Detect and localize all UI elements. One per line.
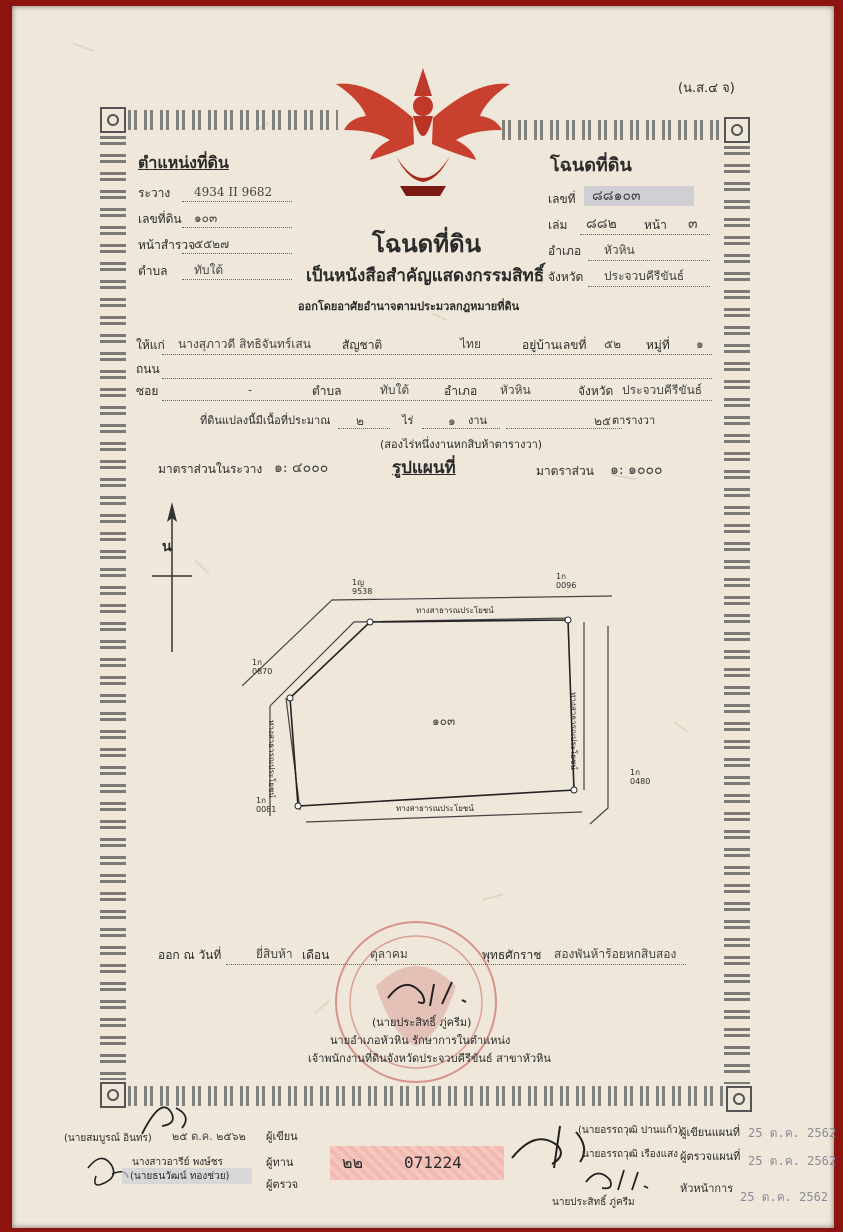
marker-label: 1ก 0096 [556, 572, 577, 590]
addr-district-label: อำเภอ [444, 384, 478, 398]
area-in-words: (สองไร่หนึ่งงานหกสิบห้าตารางวา) [380, 438, 543, 451]
nationality-label: สัญชาติ [342, 338, 383, 352]
stamp-date: 25 ต.ค. 2562 [748, 1154, 837, 1168]
parcel-no-label: เลขที่ดิน [138, 212, 182, 226]
border-corner-ornament [100, 107, 126, 133]
page-label: หน้า [644, 218, 667, 232]
border-left [100, 136, 126, 1080]
marker-label: 1ก 0870 [252, 658, 273, 676]
chief-name: นายประสิทธิ์ ภู่ครีม [552, 1197, 635, 1208]
map-checker-name: นายอรรถวุฒิ เรืองแสง [582, 1149, 679, 1160]
issued-day: ยี่สิบห้า [256, 947, 293, 961]
area-wa-value: ๒๕ [594, 414, 611, 428]
owner-name: นางสุภาวดี สิทธิจันทร์เสน [178, 337, 311, 351]
area-ngan-value: ๑ [448, 414, 456, 428]
dotted-line [580, 234, 710, 235]
issued-month: ตุลาคม [370, 947, 408, 961]
road-label-top: ทางสาธารณประโยชน์ [416, 606, 494, 615]
issued-year-label: พุทธศักราช [482, 948, 542, 962]
dotted-line [506, 428, 622, 429]
dotted-line [162, 400, 712, 401]
parcel-number: ๑๐๓ [432, 714, 456, 728]
chief-role: หัวหน้าการ [680, 1182, 734, 1195]
area-wa-unit: ตารางวา [612, 414, 656, 427]
border-corner-ornament [724, 117, 750, 143]
issued-year: สองพันห้าร้อยหกสิบสอง [554, 947, 677, 961]
book-label: เล่ม [548, 218, 568, 232]
dotted-line [588, 260, 710, 261]
book-value: ๘๘๒ [586, 216, 617, 232]
plan-scale-value: ๑: ๑๐๐๐ [610, 462, 663, 478]
paper-fiber [314, 1000, 331, 1014]
plan-title: รูปแผนที่ [392, 458, 456, 478]
province-label: จังหวัด [548, 270, 584, 284]
stamp-date: 25 ต.ค. 2562 [748, 1126, 837, 1140]
deed-no-value: ๘๘๑๐๓ [592, 188, 641, 204]
dotted-line [182, 253, 292, 254]
writer-date: ๒๕ ต.ค. ๒๕๖๒ [172, 1130, 246, 1143]
area-ngan-unit: งาน [468, 414, 488, 427]
border-corner-ornament [726, 1086, 752, 1112]
signature [382, 972, 492, 1012]
survey-sheet-label: ระวาง [138, 186, 171, 200]
marker-label: 1ก 0480 [630, 768, 651, 786]
map-checker-role: ผู้ตรวจแผนที่ [680, 1150, 741, 1163]
map-scale-label: มาตราส่วนในระวาง [158, 462, 263, 476]
district-label: อำเภอ [548, 244, 582, 258]
paper-fiber [72, 42, 93, 51]
district-value: หัวหิน [604, 243, 635, 257]
map-writer-name: (นายอรรถวุฒิ ปานแก้ว) [578, 1125, 682, 1136]
addr-province-label: จังหวัด [578, 384, 614, 398]
stamp-date: 25 ต.ค. 2562 [740, 1190, 829, 1204]
road-label: ถนน [136, 362, 160, 376]
serial-prefix: ๒๒ [342, 1153, 364, 1172]
signer-name: (นายประสิทธิ์ ภู่ครีม) [372, 1016, 472, 1029]
reviewer-role: ผู้ทาน [266, 1156, 294, 1169]
paper-fiber [482, 893, 504, 901]
addr-district-value: หัวหิน [500, 383, 531, 397]
deed-no-label: เลขที่ [548, 192, 576, 206]
paper-fiber [194, 559, 210, 575]
marker-label: 1ก 0081 [256, 796, 277, 814]
writer-name: (นายสมบูรณ์ อินทร) [64, 1133, 152, 1144]
serial-number: 071224 [404, 1153, 462, 1172]
deed-subtitle: เป็นหนังสือสำคัญแสดงกรรมสิทธิ์ [306, 266, 545, 286]
dotted-line [422, 428, 500, 429]
area-rai-value: ๒ [356, 414, 364, 428]
dotted-line [588, 286, 710, 287]
deed-paper [12, 6, 837, 1228]
border-corner-ornament [100, 1082, 126, 1108]
road-label-bottom: ทางสาธารณประโยชน์ [396, 804, 474, 813]
map-scale-value: ๑: ๔๐๐๐ [274, 460, 329, 476]
inspector-role: ผู้ตรวจ [266, 1178, 299, 1191]
north-label: น [162, 539, 172, 555]
parcel-no-value: ๑๐๓ [194, 211, 218, 225]
road-label-left: ทางสาธารณประโยชน์ [266, 720, 276, 798]
marker-label: 1ญ 9538 [352, 578, 373, 596]
dotted-line [182, 279, 292, 280]
writer-role: ผู้เขียน [266, 1130, 298, 1143]
reviewer-name: นางสาวอารีย์ พงษ์ชร [132, 1157, 223, 1168]
dotted-line [182, 201, 292, 202]
dotted-line [182, 227, 292, 228]
area-intro: ที่ดินแปลงนี้มีเนื้อที่ประมาณ [200, 414, 331, 427]
house-no-value: ๕๒ [604, 337, 621, 351]
plan-scale-label: มาตราส่วน [536, 464, 594, 478]
signer-position-1: นายอำเภอหัวหิน รักษาการในตำแหน่ง [330, 1034, 511, 1047]
signature [580, 1164, 670, 1194]
dotted-line [338, 428, 390, 429]
addr-subdistrict-label: ตำบล [312, 384, 342, 398]
reviewer-name-2: (นายธนวัฒน์ ทองช่วย) [130, 1171, 230, 1182]
north-arrow-icon [150, 496, 194, 666]
deed-title-right: โฉนดที่ดิน [550, 155, 632, 176]
signer-position-2: เจ้าพนักงานที่ดินจังหวัดประจวบคีรีขันธ์ สาขาหัวหิน [308, 1052, 551, 1065]
addr-province-value: ประจวบคีรีขันธ์ [622, 383, 703, 397]
road-label-right: ทางสาธารณประโยชน์ [568, 692, 578, 770]
survey-page-value: ๕๕๒๗ [194, 237, 230, 251]
issuing-authority: ออกโดยอาศัยอำนาจตามประมวลกฎหมายที่ดิน [298, 300, 520, 313]
border-top-left [128, 110, 338, 130]
survey-sheet-value: 4934 II 9682 [194, 185, 273, 199]
paper-fiber [673, 721, 689, 733]
deed-main-title: โฉนดที่ดิน [372, 230, 482, 258]
subdistrict-label: ตำบล [138, 264, 168, 278]
province-value: ประจวบคีรีขันธ์ [604, 269, 685, 283]
house-no-label: อยู่บ้านเลขที่ [522, 338, 587, 352]
moo-value: ๑ [696, 337, 704, 351]
moo-label: หมู่ที่ [646, 338, 670, 352]
page-value: ๓ [688, 216, 698, 232]
map-writer-role: ผู้เขียนแผนที่ [680, 1126, 740, 1139]
issued-month-label: เดือน [302, 948, 330, 962]
border-top-right [502, 120, 722, 140]
issued-label: ออก ณ วันที่ [158, 948, 222, 962]
border-right [724, 146, 750, 1084]
nationality-value: ไทย [460, 337, 481, 351]
form-code: (น.ส.๔ จ) [678, 81, 735, 96]
area-rai-unit: ไร่ [402, 414, 414, 427]
survey-page-label: หน้าสำรวจ [138, 238, 196, 252]
subdistrict-value: ทับใต้ [194, 263, 224, 277]
garuda-emblem [330, 60, 516, 202]
dotted-line [162, 354, 712, 355]
owner-to-label: ให้แก่ [136, 338, 165, 352]
border-bottom [128, 1086, 724, 1106]
land-position-title: ตำแหน่งที่ดิน [138, 153, 229, 172]
addr-subdistrict-value: ทับใต้ [380, 383, 410, 397]
dotted-line [162, 378, 712, 379]
soi-label: ซอย [136, 384, 159, 398]
soi-value: - [248, 383, 253, 397]
